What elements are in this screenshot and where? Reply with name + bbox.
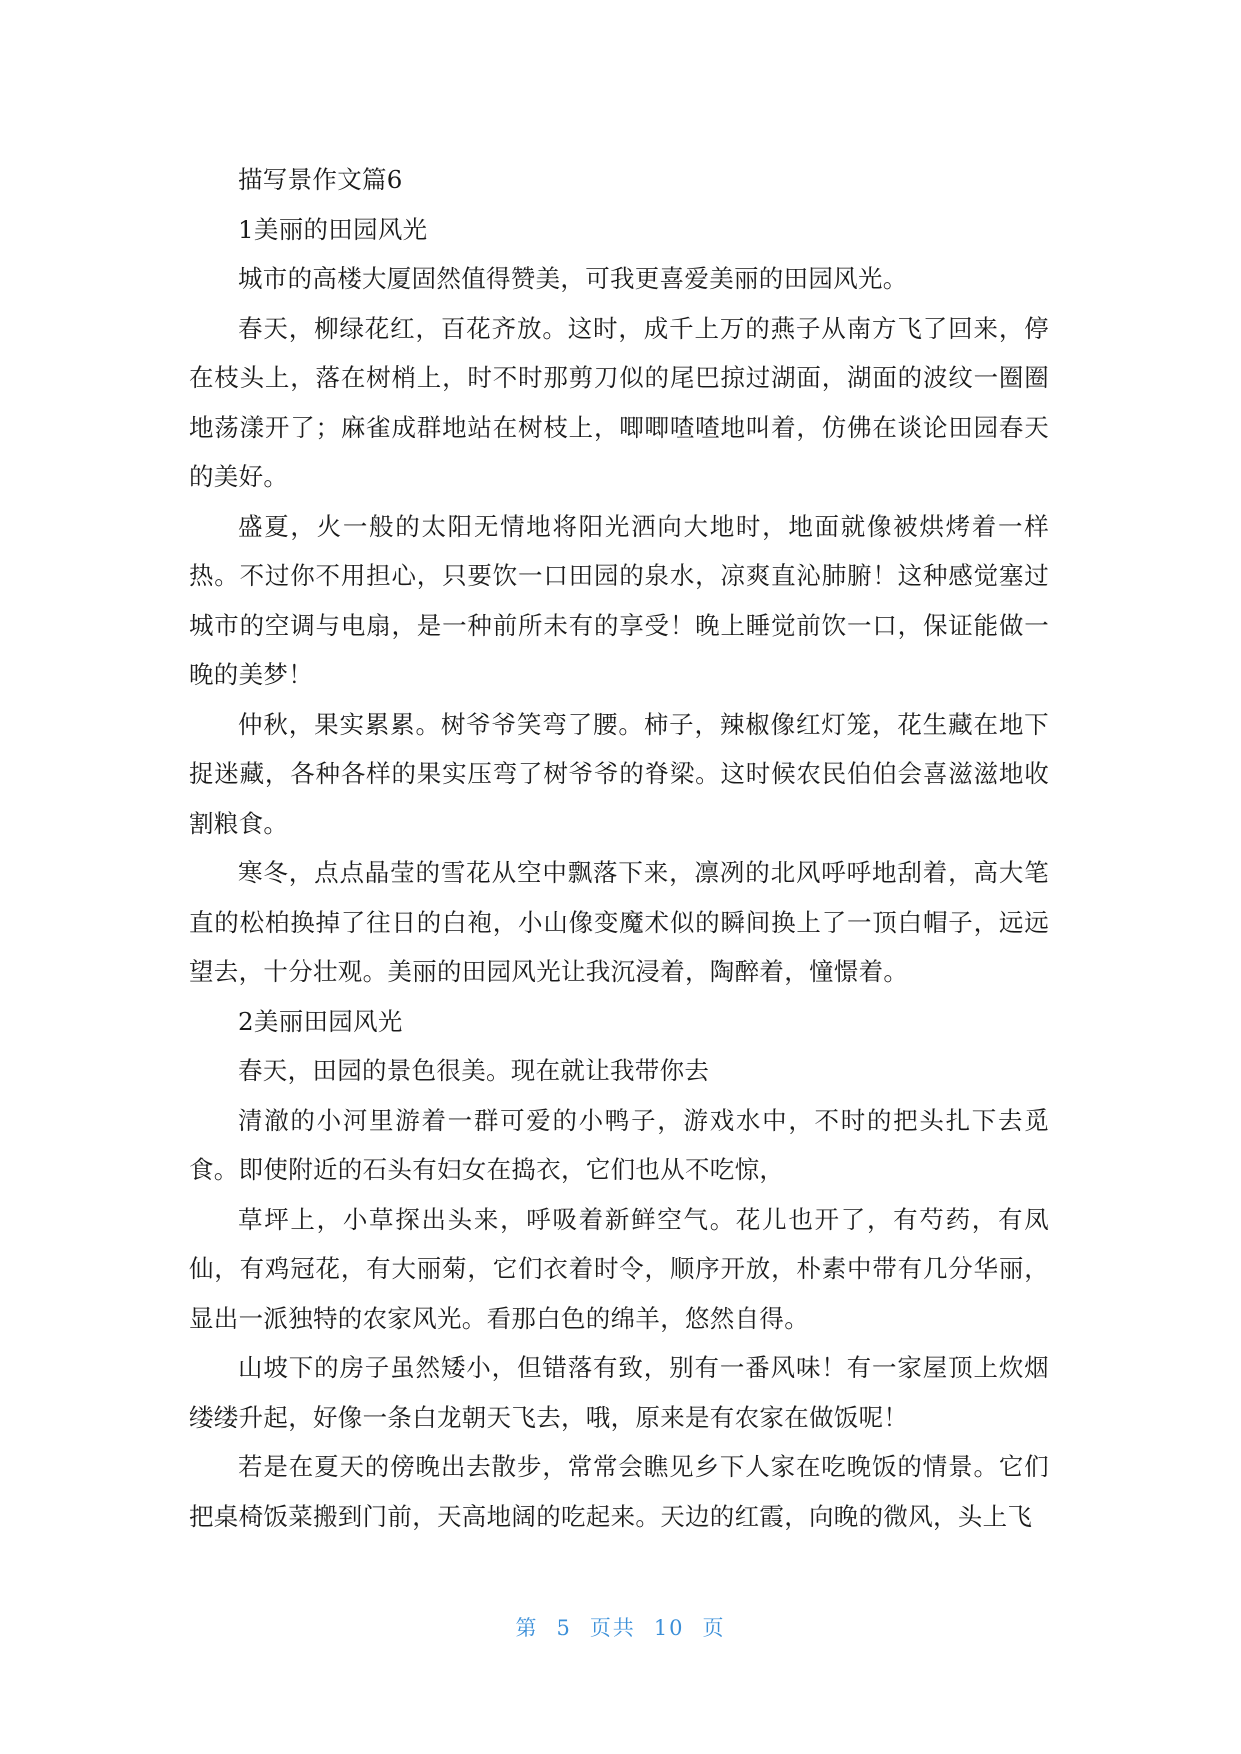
footer-suffix: 页 [702,1616,726,1640]
footer-current-page: 5 [556,1616,572,1640]
paragraph-spring-intro: 春天，田园的景色很美。现在就让我带你去 [238,1056,710,1085]
paragraph-intro: 城市的高楼大厦固然值得赞美，可我更喜爱美丽的田园风光。 [238,264,908,293]
footer-middle: 页共 [589,1616,636,1640]
paragraph-spring: 春天，柳绿花红，百花齐放。这时，成千上万的燕子从南方飞了回来，停在枝头上，落在树梢上，时不时那剪刀似的尾巴掠过湖面，湖面的波纹一圈圈地荡漾开了；麻雀成群地站在树枝上，唧唧喳喳地叫着，仿佛在谈论田园春天的美好。 [189,313,1049,491]
footer-prefix: 第 [515,1616,539,1640]
paragraph-lawn: 草坪上，小草探出头来，呼吸着新鲜空气。花儿也开了，有芍药，有凤仙，有鸡冠花，有大丽菊，它们衣着时令，顺序开放，朴素中带有几分华丽，显出一派独特的农家风光。看那白色的绵羊，悠然自得。 [189,1204,1049,1333]
subheading-section-2: 2美丽田园风光 [238,1006,403,1036]
document-body [189,155,1049,1541]
paragraph-summer-evening: 若是在夏天的傍晚出去散步，常常会瞧见乡下人家在吃晚饭的情景。它们把桌椅饭菜搬到门前，天高地阔的吃起来。天边的红霞，向晚的微风，头上飞 [189,1452,1049,1531]
paragraph-autumn: 仲秋，果实累累。树爷爷笑弯了腰。柿子，辣椒像红灯笼，花生藏在地下捉迷藏，各种各样的果实压弯了树爷爷的脊梁。这时候农民伯伯会喜滋滋地收割粮食。 [189,709,1049,838]
paragraph-houses: 山坡下的房子虽然矮小，但错落有致，别有一番风味！有一家屋顶上炊烟缕缕升起，好像一条白龙朝天飞去，哦，原来是有农家在做饭呢！ [189,1353,1049,1432]
footer-total-pages: 10 [653,1616,685,1640]
page-number-footer [0,1612,1241,1642]
paragraph-river: 清澈的小河里游着一群可爱的小鸭子，游戏水中，不时的把头扎下去觅食。即使附近的石头有妇女在捣衣，它们也从不吃惊， [189,1105,1049,1184]
subheading-section-1: 1美丽的田园风光 [238,214,428,244]
paragraph-winter: 寒冬，点点晶莹的雪花从空中飘落下来，凛冽的北风呼呼地刮着，高大笔直的松柏换掉了往日的白袍，小山像变魔术似的瞬间换上了一顶白帽子，远远望去，十分壮观。美丽的田园风光让我沉浸着，陶醉着，憧憬着。 [189,858,1049,986]
heading-article-title: 描写景作文篇6 [238,165,403,194]
paragraph-summer: 盛夏，火一般的太阳无情地将阳光洒向大地时，地面就像被烘烤着一样热。不过你不用担心，只要饮一口田园的泉水，凉爽直沁肺腑！这种感觉塞过城市的空调与电扇，是一种前所未有的享受！晚上睡觉前饮一口，保证能做一晚的美梦！ [189,511,1049,689]
